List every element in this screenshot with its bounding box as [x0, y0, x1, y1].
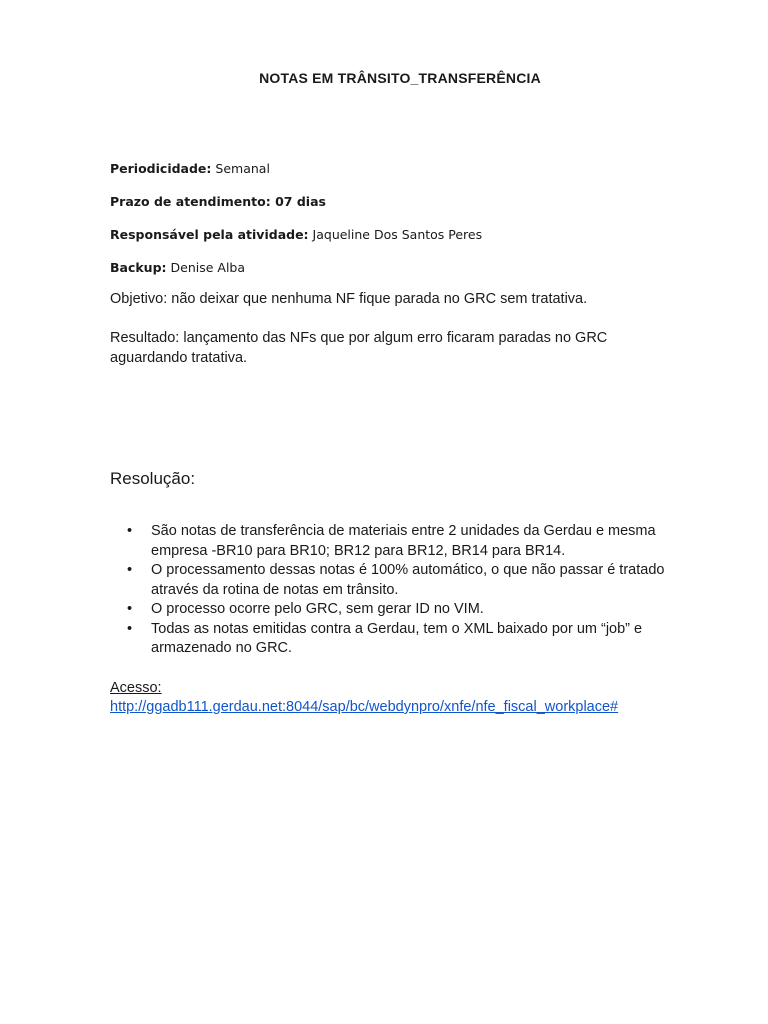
bullet-icon: • — [127, 620, 133, 637]
meta-label: Prazo de atendimento: 07 dias — [110, 194, 326, 209]
list-item-text: São notas de transferência de materiais entre 2 unidades da Gerdau e mesma empresa -BR10 para BR10; BR12 para BR12, BR14 para BR14. — [151, 523, 656, 559]
bullet-icon: • — [127, 562, 133, 578]
document-title: NOTAS EM TRÂNSITO_TRANSFERÊNCIA — [259, 70, 541, 86]
bullet-icon: • — [127, 523, 133, 539]
list-item — [110, 561, 710, 600]
list-item-text: O processo ocorre pelo GRC, sem gerar ID no VIM. — [151, 601, 484, 617]
access-link[interactable]: http://ggadb111.gerdau.net:8044/sap/bc/webdynpro/xnfe/nfe_fiscal_workplace# — [110, 699, 619, 715]
list-item — [110, 600, 710, 620]
list-item — [110, 620, 710, 659]
list-item-text: Todas as notas emitidas contra a Gerdau, tem o XML baixado por um “job” e armazenado no GRC. — [151, 620, 643, 656]
meta-value: Denise Alba — [166, 260, 246, 275]
meta-label: Responsável pela atividade: — [110, 227, 309, 242]
meta-backup — [110, 260, 245, 275]
meta-value: Jaqueline Dos Santos Peres — [308, 227, 483, 242]
resolution-list — [110, 522, 710, 659]
resolution-heading: Resolução: — [110, 469, 196, 488]
meta-label: Backup: — [110, 260, 167, 275]
list-item-text: O processamento dessas notas é 100% automático, o que não passar é tratado através da rotina de notas em trânsito. — [151, 562, 665, 598]
meta-prazo — [110, 194, 326, 209]
objective-paragraph: Objetivo: não deixar que nenhuma NF fique parada no GRC sem tratativa. — [110, 291, 588, 307]
meta-responsavel — [110, 227, 482, 242]
bullet-icon: • — [127, 601, 133, 617]
meta-value: Semanal — [211, 161, 270, 176]
meta-periodicidade — [110, 161, 270, 176]
access-label: Acesso: — [110, 680, 162, 696]
meta-label: Periodicidade: — [110, 161, 212, 176]
result-paragraph: Resultado: lançamento das NFs que por algum erro ficaram paradas no GRC aguardando tratativa. — [110, 330, 608, 366]
list-item — [110, 522, 710, 561]
